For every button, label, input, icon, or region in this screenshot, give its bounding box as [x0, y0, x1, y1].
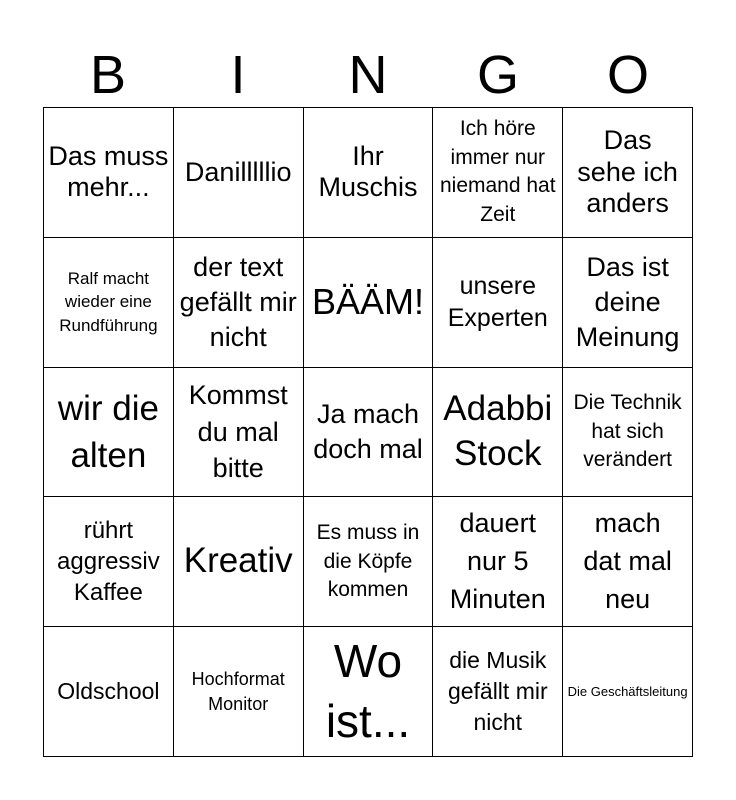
bingo-cell[interactable]: der text gefällt mir nicht — [174, 238, 304, 368]
bingo-cell[interactable]: Das sehe ich anders — [563, 108, 693, 238]
bingo-cell[interactable]: Ihr Muschis — [304, 108, 434, 238]
bingo-cell[interactable]: die Musik gefällt mir nicht — [433, 627, 563, 757]
bingo-cell[interactable]: Kommst du mal bitte — [174, 368, 304, 498]
bingo-cell[interactable]: unsere Experten — [433, 238, 563, 368]
bingo-cell[interactable]: Ich höre immer nur niemand hat Zeit — [433, 108, 563, 238]
header-letter-o: O — [606, 45, 649, 105]
bingo-cell[interactable]: Das muss mehr... — [44, 108, 174, 238]
bingo-cell[interactable]: BÄÄM! — [304, 238, 434, 368]
bingo-cell[interactable]: dauert nur 5 Minuten — [433, 497, 563, 627]
bingo-cell[interactable]: Danilllllio — [174, 108, 304, 238]
header-letter-g: G — [476, 45, 519, 105]
header-letter-i: I — [230, 45, 246, 105]
bingo-header — [43, 44, 693, 106]
bingo-cell[interactable]: Ja mach doch mal — [304, 368, 434, 498]
bingo-cell[interactable]: wir die alten — [44, 368, 174, 498]
bingo-cell[interactable]: Adabbi Stock — [433, 368, 563, 498]
bingo-grid — [43, 107, 693, 757]
bingo-cell[interactable]: Oldschool — [44, 627, 174, 757]
header-letter-n: N — [348, 45, 388, 105]
bingo-cell[interactable]: rührt aggressiv Kaffee — [44, 497, 174, 627]
bingo-cell[interactable]: Ralf macht wieder eine Rundführung — [44, 238, 174, 368]
bingo-cell[interactable]: Die Geschäftsleitung — [563, 627, 693, 757]
header-letter-b: B — [89, 45, 127, 105]
bingo-cell[interactable]: Es muss in die Köpfe kommen — [304, 497, 434, 627]
bingo-cell[interactable]: Hochformat Monitor — [174, 627, 304, 757]
bingo-cell[interactable]: Die Technik hat sich verändert — [563, 368, 693, 498]
bingo-cell[interactable]: Das ist deine Meinung — [563, 238, 693, 368]
bingo-cell[interactable]: mach dat mal neu — [563, 497, 693, 627]
bingo-cell[interactable]: Kreativ — [174, 497, 304, 627]
bingo-cell[interactable]: Wo ist... — [304, 627, 434, 757]
